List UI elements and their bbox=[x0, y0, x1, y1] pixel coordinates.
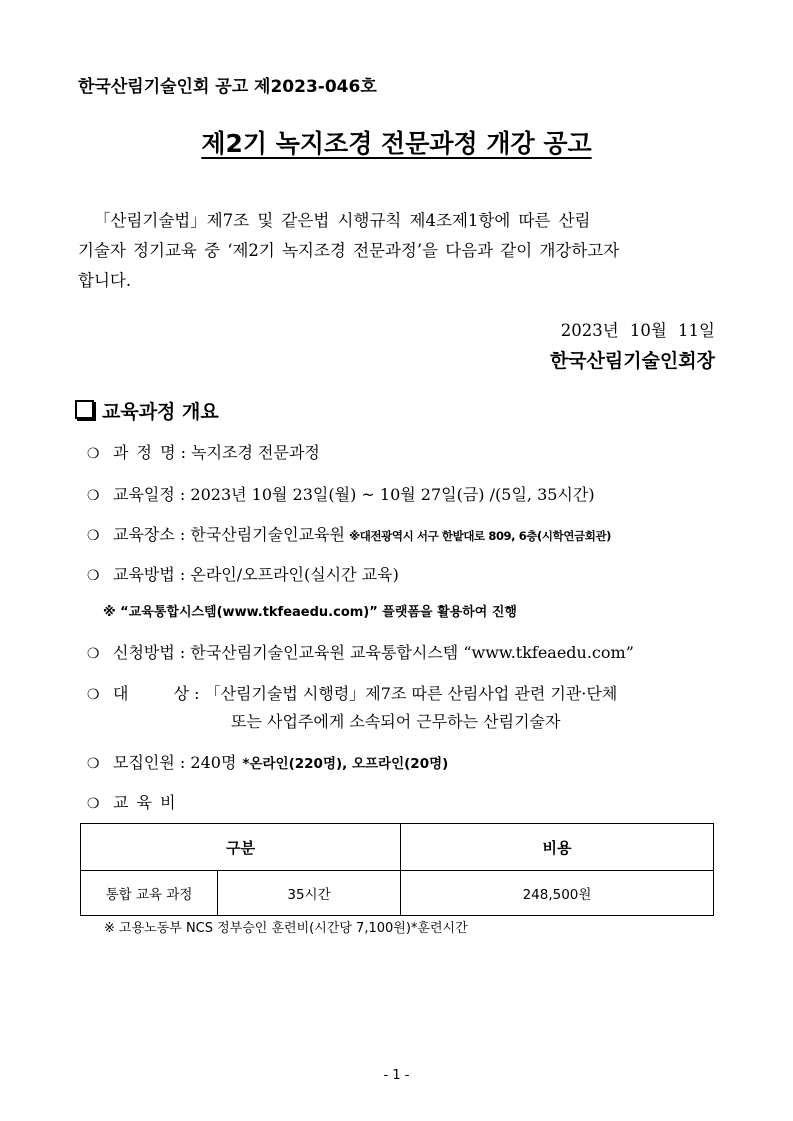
fee-label: 교 육 비 bbox=[113, 793, 176, 812]
apply-label: 신청방법 bbox=[113, 643, 175, 662]
table-footnote: ※ 고용노동부 NCS 정부승인 훈련비(시간당 7,100원)*훈련시간 bbox=[104, 921, 468, 936]
circle-bullet-icon: ❍ bbox=[87, 446, 100, 462]
venue-address-note: ※대전광역시 서구 한밭대로 809, 6층(시학연금회관) bbox=[348, 529, 612, 543]
method-label: 교육방법 bbox=[113, 565, 175, 584]
item-venue bbox=[87, 522, 611, 545]
recruit-value: : 240명 bbox=[179, 753, 237, 772]
system-note: ※ “교육통합시스템(www.tkfeaedu.com)” 플랫폼을 활용하여 진행 bbox=[103, 605, 517, 620]
table-header-cost: 비용 bbox=[401, 824, 714, 871]
method-value: : 온라인/오프라인(실시간 교육) bbox=[179, 565, 399, 584]
table-header-category: 구분 bbox=[81, 824, 401, 871]
apply-value: : 한국산림기술인교육원 교육통합시스템 “www.tkfeaedu.com” bbox=[179, 643, 634, 662]
section-title: 교육과정 개요 bbox=[102, 401, 219, 423]
page-number: - 1 - bbox=[383, 1068, 410, 1083]
table-row bbox=[81, 871, 714, 916]
page-title-wrap bbox=[0, 124, 793, 160]
circle-bullet-icon: ❍ bbox=[87, 528, 100, 544]
square-bullet-icon bbox=[75, 400, 94, 419]
circle-bullet-icon: ❍ bbox=[87, 488, 100, 504]
schedule-value: : 2023년 10월 23일(월) ~ 10월 27일(금) /(5일, 35시간) bbox=[179, 485, 595, 504]
table-cell-course: 통합 교육 과정 bbox=[81, 871, 218, 916]
circle-bullet-icon: ❍ bbox=[87, 568, 100, 584]
circle-bullet-icon: ❍ bbox=[87, 646, 100, 662]
intro-line-1: 「산림기술법」제7조 및 같은법 시행규칙 제4조제1항에 따른 산림 bbox=[94, 211, 591, 230]
item-target bbox=[87, 681, 617, 704]
course-label: 과 정 명 bbox=[113, 443, 176, 462]
item-method bbox=[87, 562, 399, 585]
schedule-label: 교육일정 bbox=[113, 485, 175, 504]
signer-name: 한국산림기술인회장 bbox=[549, 350, 715, 372]
page-title: 제2기 녹지조경 전문과정 개강 공고 bbox=[201, 129, 592, 158]
section-heading bbox=[75, 397, 219, 424]
intro-line-3: 합니다. bbox=[78, 271, 132, 290]
item-recruit bbox=[87, 750, 448, 773]
course-value: : 녹지조경 전문과정 bbox=[180, 443, 320, 462]
table-header-row bbox=[81, 824, 714, 871]
venue-value: : 한국산림기술인교육원 bbox=[179, 525, 345, 544]
item-apply bbox=[87, 640, 634, 663]
table-cell-cost: 248,500원 bbox=[401, 871, 714, 916]
target-label: 대 상 bbox=[113, 684, 189, 703]
circle-bullet-icon: ❍ bbox=[87, 796, 100, 812]
item-schedule bbox=[87, 482, 595, 505]
notice-date: 2023년 10월 11일 bbox=[560, 321, 715, 340]
venue-label: 교육장소 bbox=[113, 525, 175, 544]
target-value: : 「산림기술법 시행령」제7조 따른 산림사업 관련 기관·단체 bbox=[194, 684, 618, 703]
notice-number: 한국산림기술인회 공고 제2023-046호 bbox=[78, 77, 377, 97]
circle-bullet-icon: ❍ bbox=[87, 687, 100, 703]
intro-line-2: 기술자 정기교육 중 ‘제2기 녹지조경 전문과정’을 다음과 같이 개강하고자 bbox=[78, 241, 620, 260]
recruit-note: *온라인(220명), 오프라인(20명) bbox=[242, 756, 449, 772]
fee-table bbox=[80, 823, 714, 916]
recruit-label: 모집인원 bbox=[113, 753, 175, 772]
target-value-line2: 또는 사업주에게 소속되어 근무하는 산림기술자 bbox=[231, 712, 561, 731]
item-course bbox=[87, 440, 320, 463]
item-fee bbox=[87, 790, 176, 813]
circle-bullet-icon: ❍ bbox=[87, 756, 100, 772]
table-cell-hours: 35시간 bbox=[218, 871, 401, 916]
